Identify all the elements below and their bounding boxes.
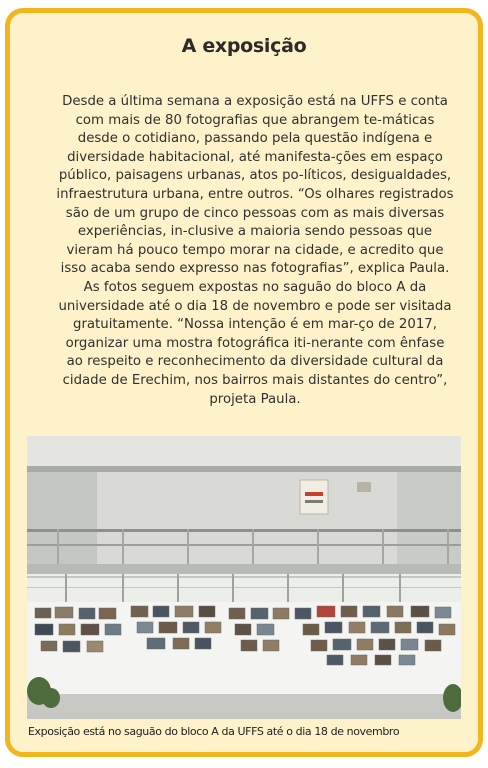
paragraph-2: As fotos seguem expostas no saguão do bloco A da universidade até o dia 18 de novembro e pode ser visitada gratuitamente. “Nossa intenção é em mar-ço de 2017, organizar uma mostra fotográfica iti-nerante com ênfase ao respeito e reconhecimento da diversidade cultural da cidade de Erechim, nos bairros mais distantes do centro”, projeta Paula. xyxy=(58,279,452,407)
article-body xyxy=(56,93,454,409)
box-title: A exposição xyxy=(181,35,307,57)
exhibition-photo xyxy=(27,436,461,719)
photo-caption: Exposição está no saguão do bloco A da UFFS até o dia 18 de novembro xyxy=(28,725,400,738)
exhibition-photo-illustration xyxy=(27,436,461,719)
paragraph-1: Desde a última semana a exposição está na UFFS e conta com mais de 80 fotografias que abrangem te-máticas desde o cotidiano, passando pela questão indígena e diversidade habitacional, até manifesta-ções em espaço público, paisagens urbanas, atos po-líticos, desigualdades, infraestrutura urbana, entre outros. “Os olhares registrados são de um grupo de cinco pessoas com as mais diversas experiências, in-clusive a maioria sendo pessoas que vieram há pouco tempo morar na cidade, e acredito que isso acaba sendo expresso nas fotografias”, explica Paula. xyxy=(56,94,454,277)
